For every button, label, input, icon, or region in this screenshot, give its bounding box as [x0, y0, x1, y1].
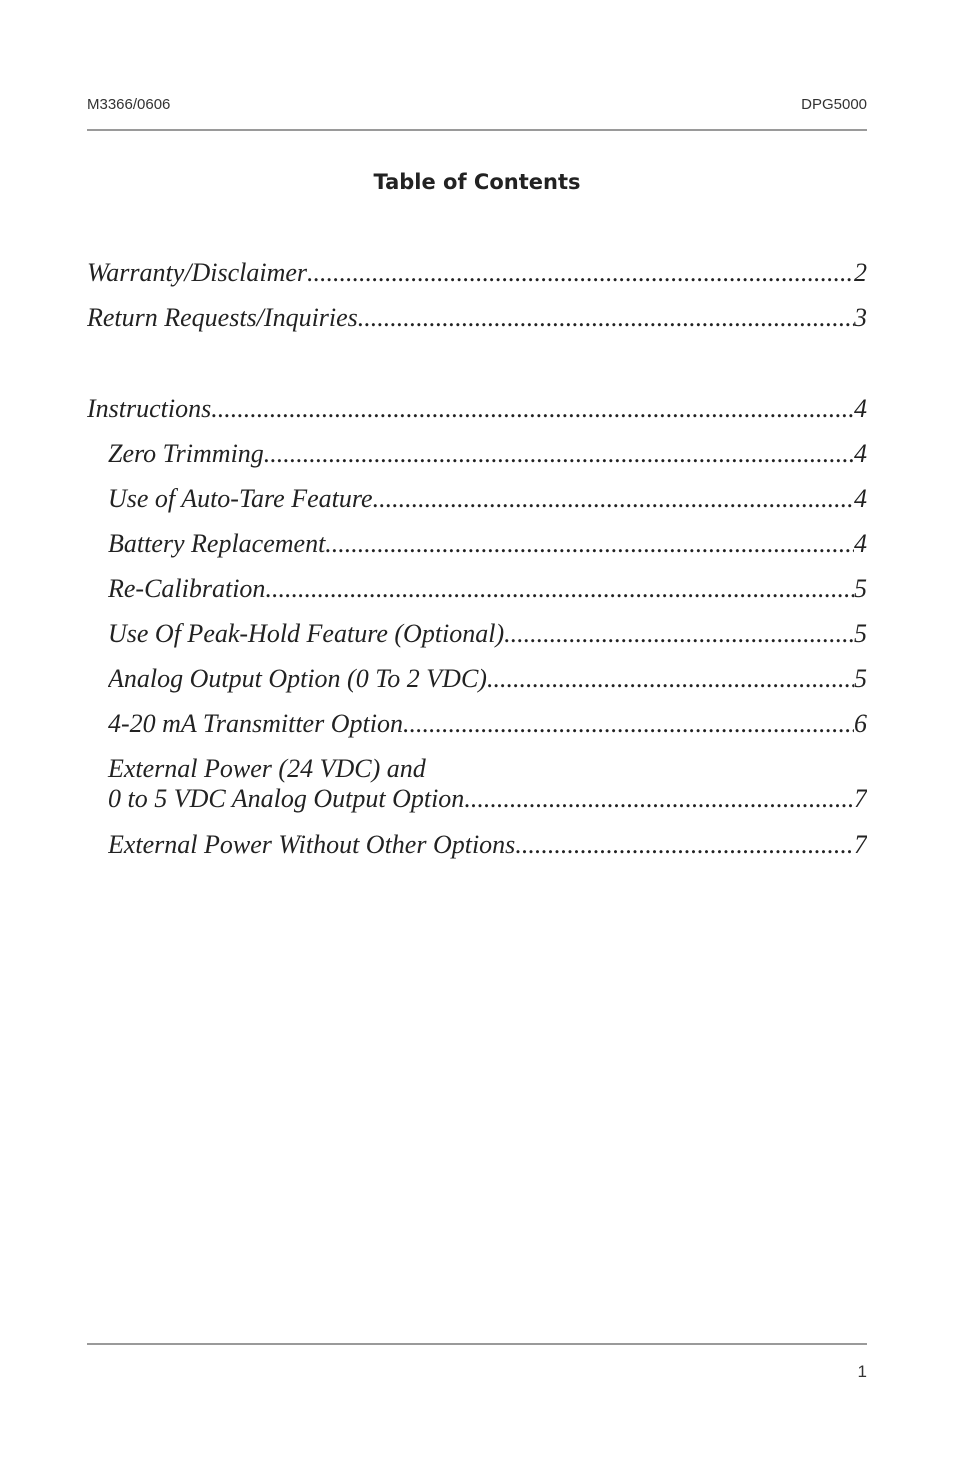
- toc-entry-page: 4: [854, 484, 867, 513]
- document-code: M3366/0606: [87, 96, 171, 113]
- leader-dots: [373, 484, 854, 514]
- toc-entry-page: 2: [854, 258, 867, 287]
- toc-entry-label-line1: External Power (24 VDC) and: [108, 754, 426, 783]
- leader-dots: [211, 394, 854, 424]
- toc-entry-label-line2: 0 to 5 VDC Analog Output Option: [108, 784, 465, 813]
- toc-subentry-recalibration[interactable]: [87, 574, 867, 619]
- toc-subentry-analog-output[interactable]: [87, 664, 867, 709]
- toc-entry-label: External Power Without Other Options: [108, 830, 516, 859]
- leader-dots: [464, 784, 854, 814]
- toc-subentry-external-power-only[interactable]: [87, 830, 867, 875]
- leader-dots: [307, 258, 854, 288]
- toc-entry-page: 7: [854, 784, 867, 813]
- leader-dots: [487, 664, 854, 694]
- leader-dots: [504, 619, 854, 649]
- toc-entry-label: Instructions: [87, 394, 212, 423]
- leader-dots: [358, 303, 854, 333]
- toc-entry-instructions[interactable]: [87, 394, 867, 439]
- footer-rule: [87, 1343, 867, 1345]
- toc-entry-label: Battery Replacement: [108, 529, 326, 558]
- model-number: DPG5000: [801, 96, 867, 113]
- table-of-contents: [87, 258, 867, 875]
- page-title: Table of Contents: [373, 170, 581, 194]
- toc-entry-label: Use Of Peak-Hold Feature (Optional): [108, 619, 505, 648]
- leader-dots: [264, 439, 854, 469]
- toc-entry-page: 5: [854, 619, 867, 648]
- toc-subentry-transmitter[interactable]: [87, 709, 867, 754]
- toc-entry-page: 4: [854, 394, 867, 423]
- toc-entry-label: Warranty/Disclaimer: [87, 258, 308, 287]
- header-rule: [87, 129, 867, 131]
- toc-entry-page: 4: [854, 439, 867, 468]
- toc-entry-return-requests[interactable]: [87, 303, 867, 348]
- toc-entry-label: Zero Trimming: [108, 439, 264, 468]
- leader-dots: [265, 574, 854, 604]
- toc-subentry-battery[interactable]: [87, 529, 867, 574]
- page-number: 1: [857, 1362, 867, 1381]
- toc-entry-label: Analog Output Option (0 To 2 VDC): [108, 664, 487, 693]
- toc-subentry-zero-trimming[interactable]: [87, 439, 867, 484]
- toc-entry-label: Re-Calibration: [108, 574, 266, 603]
- toc-entry-page: 5: [854, 664, 867, 693]
- toc-subentry-auto-tare[interactable]: [87, 484, 867, 529]
- toc-entry-page: 7: [854, 830, 867, 859]
- toc-subentry-peak-hold[interactable]: [87, 619, 867, 664]
- leader-dots: [325, 529, 854, 559]
- page-header: [87, 96, 867, 113]
- toc-entry-page: 4: [854, 529, 867, 558]
- toc-entry-label: Use of Auto-Tare Feature: [108, 484, 373, 513]
- toc-entry-warranty[interactable]: [87, 258, 867, 303]
- toc-entry-label: Return Requests/Inquiries: [87, 303, 358, 332]
- leader-dots: [515, 830, 854, 860]
- leader-dots: [403, 709, 854, 739]
- section-gap: [87, 348, 867, 394]
- toc-entry-page: 5: [854, 574, 867, 603]
- toc-entry-label: 4-20 mA Transmitter Option: [108, 709, 403, 738]
- toc-entry-page: 6: [854, 709, 867, 738]
- toc-entry-page: 3: [854, 303, 867, 332]
- toc-subentry-external-power-analog[interactable]: [87, 754, 867, 830]
